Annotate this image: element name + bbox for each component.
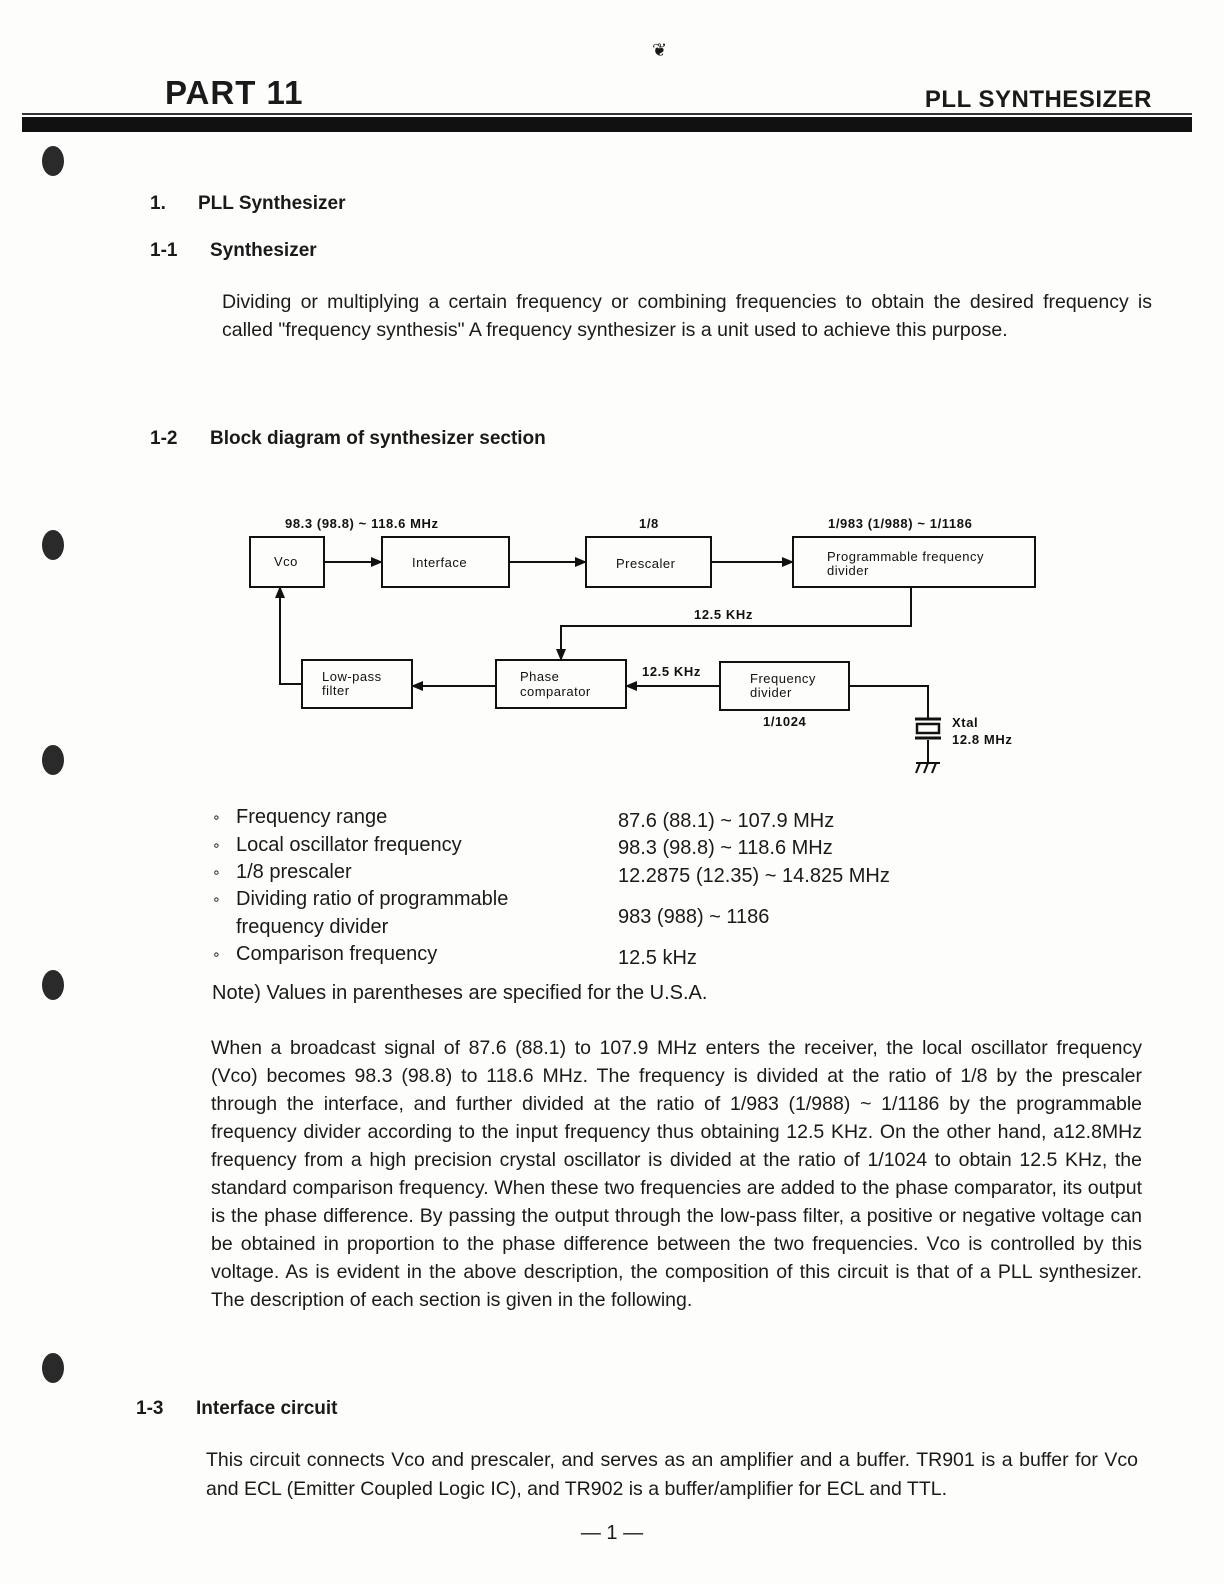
feedback-freq-label: 12.5 KHz <box>694 607 753 622</box>
xtal-wire <box>849 686 928 718</box>
subsection-heading <box>150 240 317 262</box>
part-title: PART 11 <box>165 74 304 111</box>
note: Note) Values in parentheses are specified for the U.S.A. <box>212 982 708 1004</box>
page-number: — 1 — <box>580 1522 644 1544</box>
section-title: PLL Synthesizer <box>198 193 346 214</box>
xtal-freq-label: 12.8 MHz <box>952 732 1013 747</box>
lowpass-label-1: Low-pass <box>322 669 382 684</box>
spec-value: 983 (988) ~ 1186 <box>618 906 770 928</box>
ref-freq-label: 12.5 KHz <box>642 664 701 679</box>
interface-label: Interface <box>412 555 468 570</box>
lowpass-label-2: filter <box>322 683 350 698</box>
crystal-symbol <box>915 719 941 738</box>
bullet-icon: ∘ <box>212 891 221 908</box>
section-heading <box>150 193 345 215</box>
subsection-number: 1-3 <box>136 1398 164 1419</box>
vco-label: Vco <box>274 554 298 569</box>
interface-paragraph: This circuit connects Vco and prescaler, and serves as an amplifier and a buffer. TR901 is a buffer for Vco and ECL (Emitter Coupled Logic IC), and TR902 is a buffer/amplifier for ECL and TTL. <box>206 1449 1138 1500</box>
bullet-icon: ∘ <box>212 837 221 854</box>
prog-divider-label-1: Programmable frequency <box>827 549 984 564</box>
spec-value: 98.3 (98.8) ~ 118.6 MHz <box>618 837 833 859</box>
vco-range-label: 98.3 (98.8) ~ 118.6 MHz <box>285 516 439 531</box>
spec-label-continued: frequency divider <box>236 916 389 938</box>
part-subject: PLL SYNTHESIZER <box>924 86 1152 113</box>
prescale-ratio-label: 1/8 <box>639 516 659 531</box>
spec-label: ∘ Local oscillator frequency <box>212 834 462 856</box>
ref-ratio-label: 1/1024 <box>763 714 807 729</box>
section-number: 1. <box>150 193 166 214</box>
subsection-heading <box>136 1398 338 1420</box>
header-rule-thin <box>22 113 1192 115</box>
spec-label: ∘ Frequency range <box>212 806 388 828</box>
prescaler-label: Prescaler <box>616 556 676 571</box>
punch-hole <box>42 146 64 176</box>
punch-hole <box>42 970 64 1000</box>
spec-label: ∘ 1/8 prescaler <box>212 861 352 883</box>
synthesizer-paragraph: Dividing or multiplying a certain frequency or combining frequencies to obtain the desired frequency is called "frequency synthesis" A frequency synthesizer is a unit used to achieve this purpose. <box>222 291 1152 341</box>
bullet-icon: ∘ <box>212 809 221 826</box>
prog-divider-label-2: divider <box>827 563 869 578</box>
spec-label: ∘ Comparison frequency <box>212 943 438 965</box>
subsection-heading <box>150 428 546 450</box>
ground-symbol <box>916 763 940 773</box>
xtal-label: Xtal <box>952 715 979 730</box>
subsection-title: Block diagram of synthesizer section <box>210 428 546 449</box>
phase-label-2: comparator <box>520 684 591 699</box>
bullet-icon: ∘ <box>212 864 221 881</box>
subsection-number: 1-1 <box>150 240 178 261</box>
pll-block-diagram <box>0 500 1224 790</box>
bullet-icon: ∘ <box>212 946 221 963</box>
spec-value: 12.5 kHz <box>618 947 697 969</box>
phase-label-1: Phase <box>520 669 560 684</box>
subsection-title: Interface circuit <box>196 1398 338 1419</box>
spec-label: ∘ Dividing ratio of programmable <box>212 888 509 910</box>
lowpass-filter-block <box>302 660 412 708</box>
freqdiv-label-1: Frequency <box>750 671 816 686</box>
arrow-lowpass-vco <box>280 587 302 684</box>
freqdiv-label-2: divider <box>750 685 792 700</box>
prog-ratio-label: 1/983 (1/988) ~ 1/1186 <box>828 516 973 531</box>
spec-value: 12.2875 (12.35) ~ 14.825 MHz <box>618 865 890 887</box>
subsection-title: Synthesizer <box>210 240 317 261</box>
top-mark: ❦ <box>652 40 668 60</box>
description-paragraph: When a broadcast signal of 87.6 (88.1) to 107.9 MHz enters the receiver, the local oscillator frequency (Vco) becomes 98.3 (98.8) to 118.6 MHz. The frequency is divided at the ratio of 1/8 by the prescaler through the interface, and further divided at the ratio of 1/983 (1/988) ~ 1/1186 by the programmable frequency divider according to the input frequency thus obtaining 12.5 KHz. On the other hand, a12.8MHz frequency from a high precision crystal oscillator is divided at the ratio of 1/1024 to obtain 12.5 KHz, the standard comparison frequency. When these two frequencies are added to the phase comparator, its output is the phase difference. By passing the output through the low-pass filter, a positive or negative voltage can be obtained in proportion to the phase difference between the two frequencies. Vco is controlled by this voltage. As is evident in the above description, the composition of this circuit is that of a PLL synthesizer. The description of each section is given in the following. <box>211 1037 1142 1311</box>
header-rule <box>22 117 1192 132</box>
subsection-number: 1-2 <box>150 428 178 449</box>
arrow-divider-phase <box>561 587 911 660</box>
punch-hole <box>42 1353 64 1383</box>
spec-value: 87.6 (88.1) ~ 107.9 MHz <box>618 810 835 832</box>
